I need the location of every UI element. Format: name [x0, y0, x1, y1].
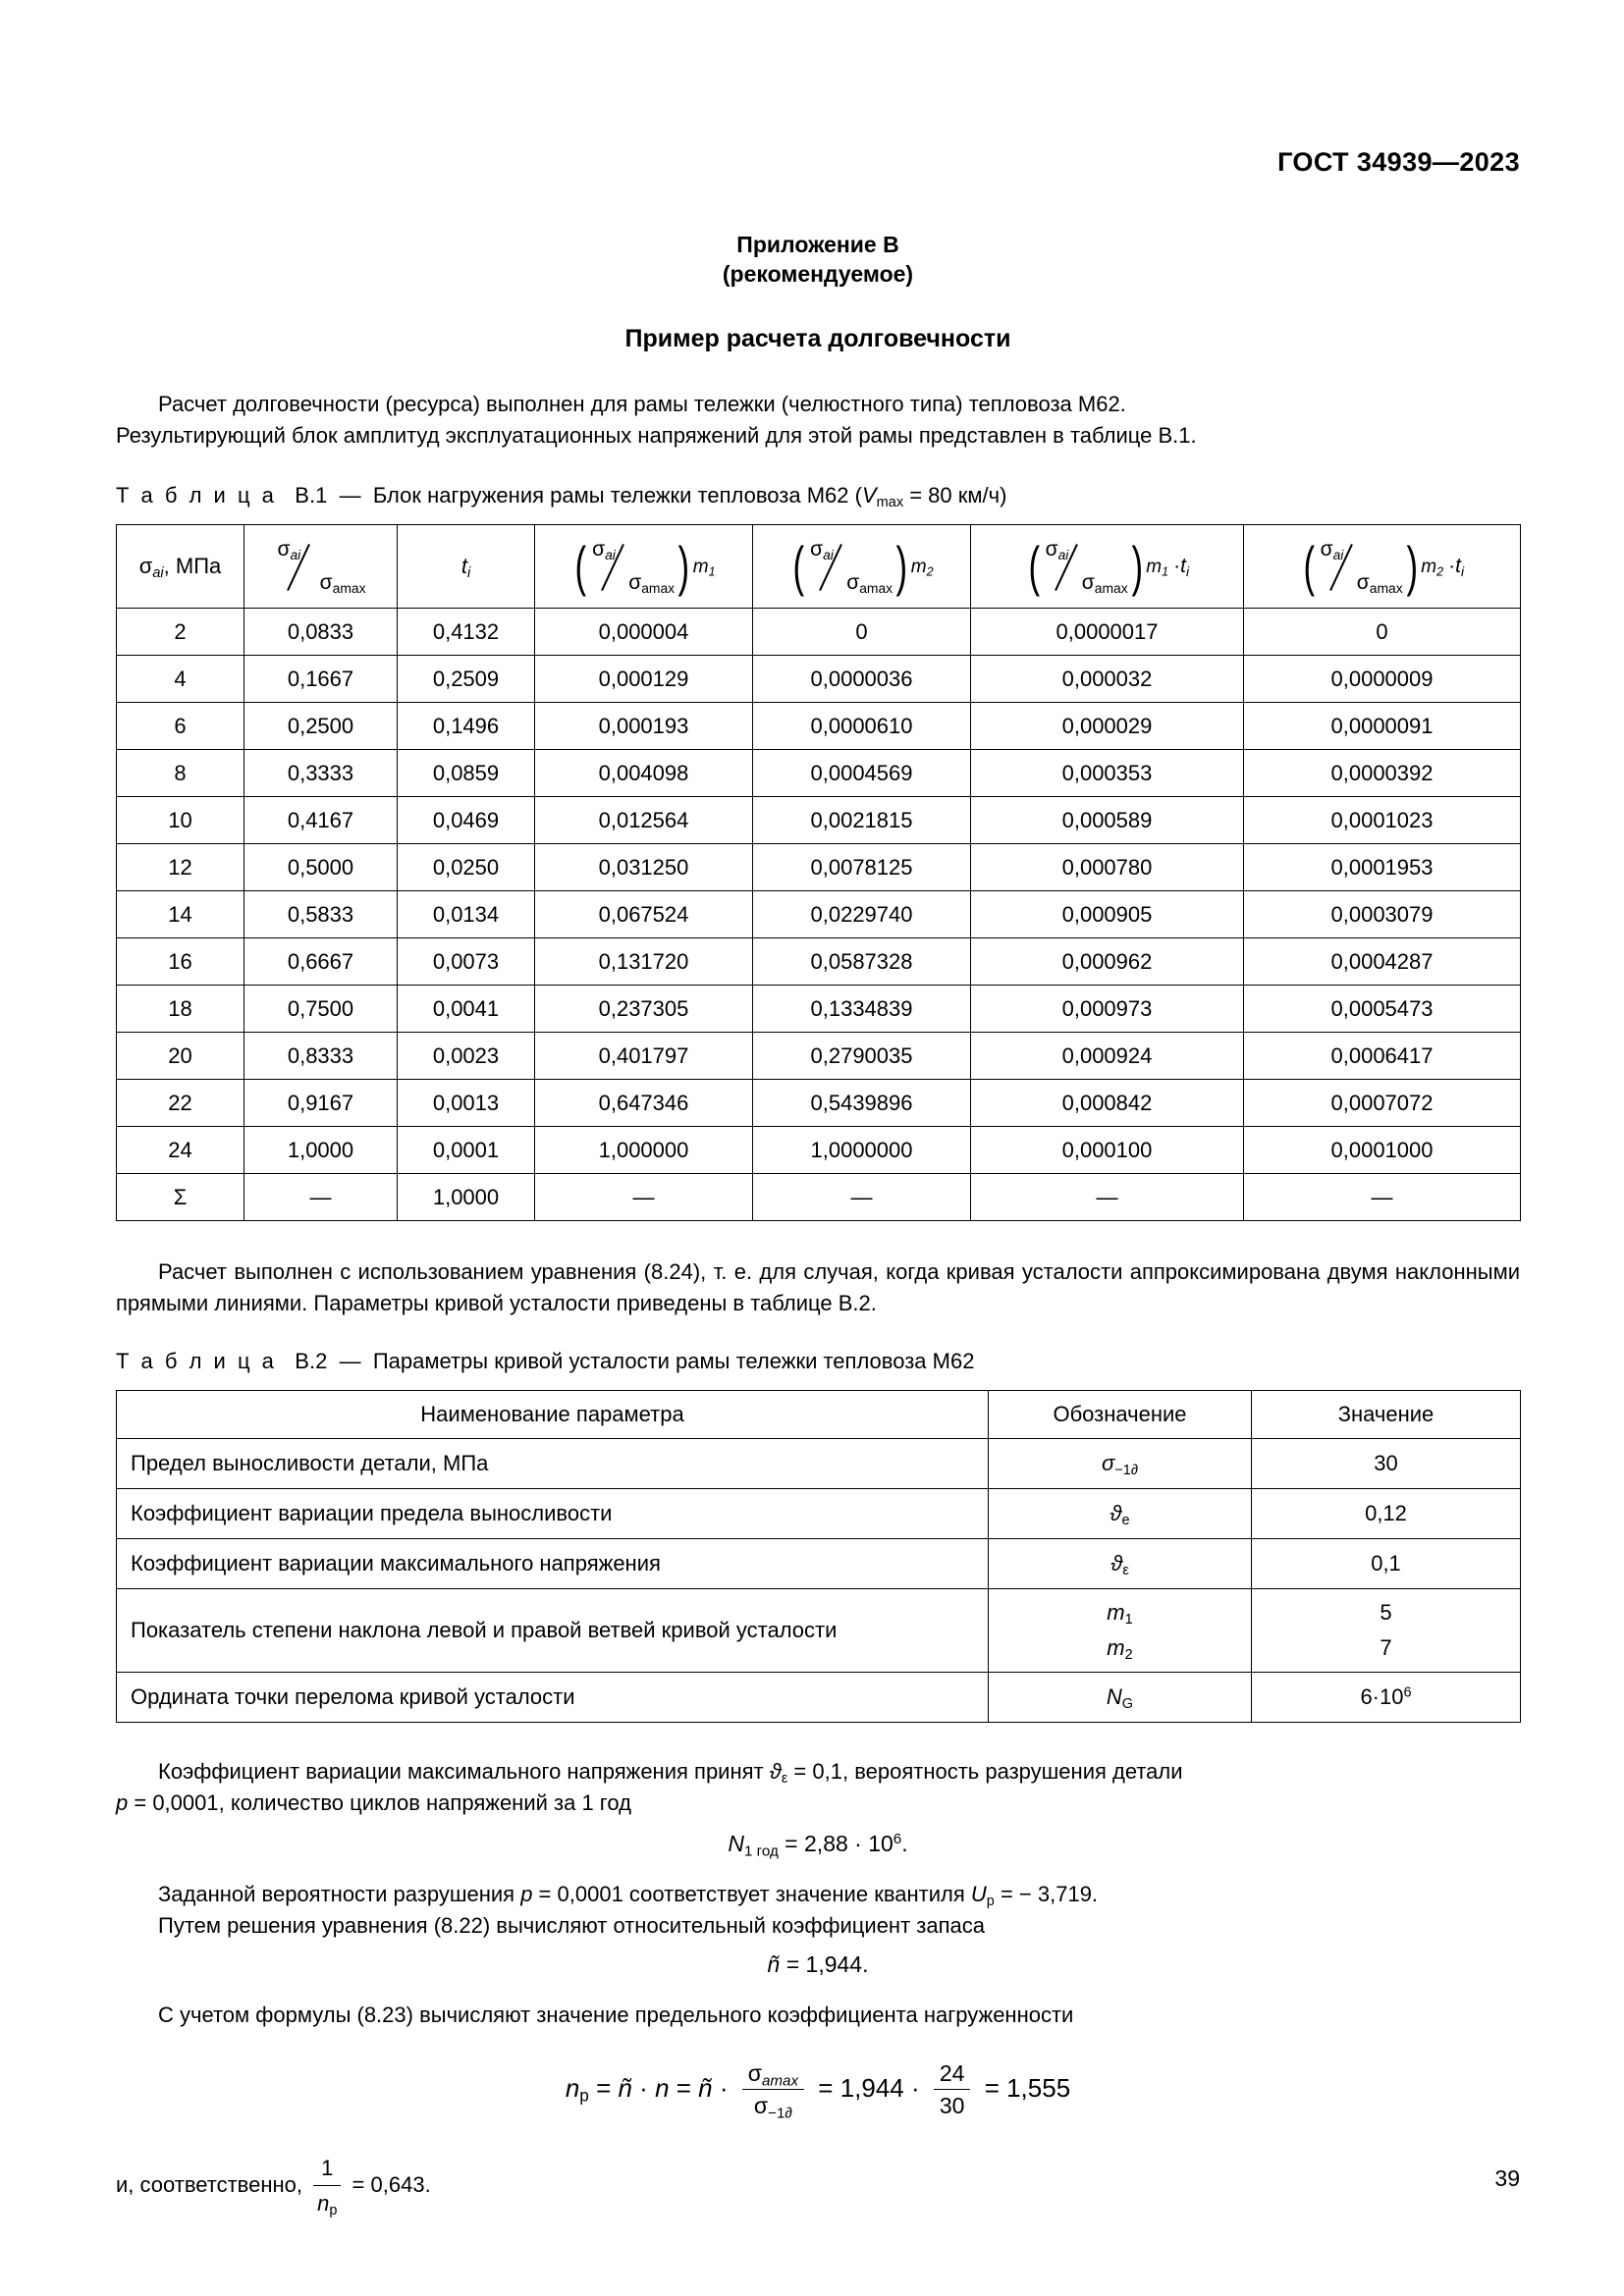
final-line	[116, 2153, 1520, 2219]
sigma-ratio-fraction: $\sigma_{ai}$ $\sigma_{amax}$	[810, 538, 893, 596]
table-b1-col-ratio-pow-m2	[753, 525, 971, 609]
table-cell: 0,0006417	[1244, 1033, 1521, 1080]
np-symbol: n	[565, 2072, 580, 2103]
table-cell: 0,000973	[971, 986, 1244, 1033]
left-paren: (	[574, 535, 587, 597]
table-cell: 8	[117, 750, 244, 797]
table-b1	[116, 524, 1521, 1221]
multiplied-by-ti: $\cdot t_i$	[1448, 555, 1465, 579]
parameter-value: 0,1	[1252, 1539, 1521, 1589]
exponent-m2: $m_2$	[1421, 557, 1444, 579]
n-tilde-symbol: ñ	[767, 1951, 781, 1977]
table-row	[117, 1589, 1521, 1673]
table-cell: 10	[117, 797, 244, 844]
left-paren: (	[1028, 535, 1041, 597]
table-b1-header-row	[117, 525, 1521, 609]
page-content	[116, 0, 1520, 2219]
table-b1-col-ratio-pow-m1	[535, 525, 753, 609]
table-row	[117, 986, 1521, 1033]
table-cell: 0,2500	[244, 703, 398, 750]
intro-line-2: Результирующий блок амплитуд эксплуатационных напряжений для этой рамы представлен в таблице В.1.	[116, 423, 1197, 448]
table-cell: 0,5439896	[753, 1080, 971, 1127]
table-b2-caption-text: Параметры кривой усталости рамы тележки тепловоза М62	[372, 1349, 975, 1373]
table-row	[117, 1439, 1521, 1489]
table-b1-caption-text-before: Блок нагружения рамы тележки тепловоза М62 (	[372, 483, 862, 507]
table-cell: 1,0000	[398, 1174, 535, 1221]
formula-n-tilde	[116, 1951, 1520, 1978]
table-cell: 18	[117, 986, 244, 1033]
table-cell: 0,000589	[971, 797, 1244, 844]
p-symbol: p	[116, 1790, 129, 1815]
table-cell: 6	[117, 703, 244, 750]
right-paren: )	[895, 535, 908, 597]
sigma-ratio-fraction: $\sigma_{ai}$ $\sigma_{amax}$	[592, 538, 676, 596]
eq-1: =	[588, 2072, 619, 2103]
table-cell: 0,000193	[535, 703, 753, 750]
table-b2-caption-dash: —	[339, 1349, 361, 1373]
table-cell: 0,6667	[244, 938, 398, 986]
table-row	[117, 1673, 1521, 1723]
parameter-symbol: $ϑ_\varepsilon$	[989, 1539, 1252, 1589]
right-paren: )	[677, 535, 690, 597]
table-row	[117, 1539, 1521, 1589]
table-cell: 0,0833	[244, 609, 398, 656]
table-cell: 0,0859	[398, 750, 535, 797]
table-cell: 0,0004287	[1244, 938, 1521, 986]
parameter-value: 0,12	[1252, 1489, 1521, 1539]
table-cell: —	[1244, 1174, 1521, 1221]
parameter-symbol: $\sigma_{-1\partial}$	[989, 1439, 1252, 1489]
table-b2-caption	[116, 1347, 1520, 1376]
parameter-name: Коэффициент вариации максимального напряжения	[117, 1539, 989, 1589]
formula-n1-exponent: 6	[893, 1831, 902, 1848]
t-subscript: i	[466, 565, 471, 582]
table-cell: 0,4167	[244, 797, 398, 844]
sigma-unit: , МПа	[163, 554, 222, 578]
ratio-denominator: $\sigma_{amax}$	[319, 571, 366, 596]
table-cell: 0,0013	[398, 1080, 535, 1127]
table-row	[117, 1127, 1521, 1174]
n-tilde-2: ñ	[698, 2072, 713, 2103]
table-cell: 0,9167	[244, 1080, 398, 1127]
N-subscript: 1 год	[743, 1842, 779, 1860]
parameter-symbol: $N_G$	[989, 1673, 1252, 1723]
sigma-subscript: ai	[152, 565, 164, 582]
table-row	[117, 656, 1521, 703]
table-row	[117, 844, 1521, 891]
ratio-numerator: $\sigma_{ai}$	[277, 538, 301, 562]
parameter-value: 5 7	[1252, 1589, 1521, 1673]
table-cell: 0,237305	[535, 986, 753, 1033]
formula-n1-period: .	[901, 1831, 908, 1856]
table-cell: 0,7500	[244, 986, 398, 1033]
formula-np	[116, 2060, 1520, 2122]
table-cell: 0	[1244, 609, 1521, 656]
table-cell: 22	[117, 1080, 244, 1127]
table-cell: 0,0001	[398, 1127, 535, 1174]
fraction-denominator: $\sigma_{-1\partial}$	[753, 2093, 792, 2122]
N-symbol: N	[728, 1831, 744, 1856]
table-cell: 1,0000	[244, 1127, 398, 1174]
numeric-fraction	[934, 2060, 971, 2119]
table-cell: 0,067524	[535, 891, 753, 938]
conclusion-line-2	[116, 1788, 1520, 1819]
table-b1-col-ti	[398, 525, 535, 609]
table-cell: 1,000000	[535, 1127, 753, 1174]
n-tilde-value: = 1,944.	[780, 1951, 869, 1977]
table-cell: 0,012564	[535, 797, 753, 844]
sigma-ratio-fraction	[742, 2060, 804, 2122]
table-b1-col-ratio	[244, 525, 398, 609]
table-cell: 0,0000392	[1244, 750, 1521, 797]
t-symbol: t	[460, 554, 467, 578]
table-cell: 0,0001023	[1244, 797, 1521, 844]
table-cell: 0,000029	[971, 703, 1244, 750]
formula-n1-rest: = 2,88 · 10	[778, 1831, 893, 1856]
table-cell: 12	[117, 844, 244, 891]
table-row	[117, 1489, 1521, 1539]
conclusion-p2-part1: Заданной вероятности разрушения	[158, 1882, 521, 1906]
table-cell: 0	[753, 609, 971, 656]
parameter-name: Предел выносливости детали, МПа	[117, 1439, 989, 1489]
conclusion-line-5: С учетом формулы (8.23) вычисляют значение предельного коэффициента нагруженности	[158, 2002, 1074, 2027]
table-b1-caption-vsub: max	[876, 495, 904, 511]
table-b2-header-name: Наименование параметра	[117, 1391, 989, 1439]
reciprocal-fraction	[313, 2153, 341, 2219]
table-b2-header-value: Значение	[1252, 1391, 1521, 1439]
table-cell: 0,1496	[398, 703, 535, 750]
table-b1-caption-text-after: = 80 км/ч)	[903, 483, 1007, 507]
table-b1-caption	[116, 481, 1520, 510]
annex-subtitle: (рекомендуемое)	[722, 261, 914, 287]
table-cell: 0,0229740	[753, 891, 971, 938]
dot-1: ·	[631, 2072, 656, 2103]
table-row	[117, 609, 1521, 656]
table-cell: 0,0000017	[971, 609, 1244, 656]
table-cell: 0,8333	[244, 1033, 398, 1080]
eq-3: = 1,944 ·	[811, 2072, 927, 2103]
table-b1-caption-dash: —	[339, 483, 361, 507]
table-cell: 0,0000610	[753, 703, 971, 750]
annex-title: Приложение В	[736, 232, 899, 257]
table-cell: 0,2790035	[753, 1033, 971, 1080]
fraction-denominator: $n_р$	[317, 2191, 338, 2219]
U-symbol: U	[970, 1882, 987, 1906]
table-cell: 0,1334839	[753, 986, 971, 1033]
table-cell: 2	[117, 609, 244, 656]
parameter-name: Ордината точки перелома кривой усталости	[117, 1673, 989, 1723]
table-b2-caption-label: Т а б л и ц а	[116, 1349, 277, 1373]
parameter-symbol: $ϑ_e$	[989, 1489, 1252, 1539]
left-paren: (	[1303, 535, 1316, 597]
table-cell: 0,0000036	[753, 656, 971, 703]
table-cell: 0,0000009	[1244, 656, 1521, 703]
table-row	[117, 891, 1521, 938]
table-cell: Σ	[117, 1174, 244, 1221]
parameter-symbol: $m_1$ $m_2$	[989, 1589, 1252, 1673]
parameter-name: Показатель степени наклона левой и правой ветвей кривой усталости	[117, 1589, 989, 1673]
table-cell: 0,0003079	[1244, 891, 1521, 938]
table-b1-caption-v: V	[861, 483, 877, 507]
table-row	[117, 1174, 1521, 1221]
table-b1-col-ratio-pow-m2-ti	[1244, 525, 1521, 609]
multiplied-by-ti: $\cdot t_i$	[1173, 555, 1190, 579]
table-cell: 0,000842	[971, 1080, 1244, 1127]
conclusion-p1-line2-rest: = 0,0001, количество циклов напряжений за 1 год	[128, 1790, 631, 1815]
n-1: n	[655, 2072, 670, 2103]
theta-subscript: ε	[781, 1771, 788, 1788]
table-cell: 0,0587328	[753, 938, 971, 986]
table-cell: 0,0005473	[1244, 986, 1521, 1033]
table-b1-caption-number: В.1	[295, 483, 328, 507]
table-b1-body	[117, 609, 1521, 1221]
conclusion-line-4: Путем решения уравнения (8.22) вычисляют относительный коэффициент запаса	[158, 1913, 985, 1938]
table-cell: 0,0078125	[753, 844, 971, 891]
table-cell: 20	[117, 1033, 244, 1080]
intro-paragraph	[116, 389, 1520, 452]
table-b1-caption-label: Т а б л и ц а	[116, 483, 277, 507]
conclusion-p1-part2: = 0,1, вероятность разрушения детали	[787, 1759, 1183, 1784]
conclusion-p2-part3: = − 3,719.	[994, 1882, 1099, 1906]
table-cell: 0,000353	[971, 750, 1244, 797]
sigma-ratio-fraction	[276, 538, 366, 595]
table-row	[117, 797, 1521, 844]
table-cell: 0,0021815	[753, 797, 971, 844]
table-cell: 0,0001953	[1244, 844, 1521, 891]
conclusion-line-1	[116, 1756, 1520, 1788]
exponent-m1: $m_1$	[692, 557, 716, 579]
middle-paragraph: Расчет выполнен с использованием уравнения (8.24), т. е. для случая, когда кривая усталости аппроксимирована двумя наклонными прямыми линиями. Параметры кривой усталости приведены в таблице В.2.	[116, 1259, 1520, 1315]
table-b2-header-row	[117, 1391, 1521, 1439]
right-paren: )	[1406, 535, 1418, 597]
section-title: Пример расчета долговечности	[624, 325, 1011, 352]
n-tilde-1: ñ	[618, 2072, 632, 2103]
page-number: 39	[1494, 2165, 1520, 2191]
table-cell: 0,0041	[398, 986, 535, 1033]
table-cell: 0,5833	[244, 891, 398, 938]
table-row	[117, 938, 1521, 986]
table-cell: 0,2509	[398, 656, 535, 703]
U-subscript: p	[986, 1894, 995, 1910]
table-cell: 0,000905	[971, 891, 1244, 938]
table-cell: —	[244, 1174, 398, 1221]
table-cell: 0,1667	[244, 656, 398, 703]
sigma-ratio-fraction: $\sigma_{ai}$ $\sigma_{amax}$	[1045, 538, 1128, 596]
final-line-suffix: = 0,643.	[346, 2171, 431, 2197]
table-cell: 0,647346	[535, 1080, 753, 1127]
table-cell: 0,401797	[535, 1033, 753, 1080]
eq-4: = 1,555	[977, 2072, 1071, 2103]
np-subscript: р	[579, 2085, 589, 2106]
parameter-value: $6\cdot 10^6$	[1252, 1673, 1521, 1723]
table-cell: 0,000924	[971, 1033, 1244, 1080]
table-b2	[116, 1390, 1521, 1723]
table-cell: 0,0007072	[1244, 1080, 1521, 1127]
table-row	[117, 1033, 1521, 1080]
dot-2: ·	[712, 2072, 735, 2103]
table-cell: 16	[117, 938, 244, 986]
sigma-ratio-fraction: $\sigma_{ai}$ $\sigma_{amax}$	[1320, 538, 1403, 596]
conclusion-paragraph-1	[116, 1756, 1520, 1819]
table-cell: —	[971, 1174, 1244, 1221]
table-b2-header-symbol: Обозначение	[989, 1391, 1252, 1439]
table-b1-col-sigma-ai	[117, 525, 244, 609]
left-paren: (	[792, 535, 805, 597]
sigma-symbol: σ	[138, 554, 153, 578]
table-b2-caption-number: В.2	[295, 1349, 328, 1373]
table-cell: 24	[117, 1127, 244, 1174]
intro-line-1: Расчет долговечности (ресурса) выполнен для рамы тележки (челюстного типа) тепловоза М62.	[158, 392, 1126, 416]
table-cell: 0,131720	[535, 938, 753, 986]
table-cell: 0,000129	[535, 656, 753, 703]
table-cell: 0,000004	[535, 609, 753, 656]
formula-n1god	[116, 1831, 1520, 1860]
table-cell: 0,0134	[398, 891, 535, 938]
final-line-prefix: и, соответственно,	[116, 2171, 309, 2197]
exponent-m2: $m_2$	[910, 557, 934, 579]
table-row	[117, 1080, 1521, 1127]
standard-header: ГОСТ 34939—2023	[1277, 147, 1520, 177]
conclusion-p2-part2: = 0,0001 соответствует значение квантиля	[532, 1882, 971, 1906]
table-cell: —	[535, 1174, 753, 1221]
table-cell: 0,0469	[398, 797, 535, 844]
exponent-m1: $m_1$	[1146, 557, 1169, 579]
middle-paragraph-group	[116, 1256, 1520, 1319]
conclusion-line-3	[116, 1879, 1520, 1910]
table-row	[117, 703, 1521, 750]
table-cell: 0,000780	[971, 844, 1244, 891]
right-paren: )	[1131, 535, 1143, 597]
eq-2: =	[669, 2072, 699, 2103]
table-cell: 0,000032	[971, 656, 1244, 703]
p-symbol: p	[520, 1882, 533, 1906]
table-cell: 0,0004569	[753, 750, 971, 797]
table-cell: 14	[117, 891, 244, 938]
table-cell: 0,0000091	[1244, 703, 1521, 750]
fraction-numerator: $\sigma_{amax}$	[742, 2060, 804, 2090]
table-cell: 0,3333	[244, 750, 398, 797]
table-b2-body	[117, 1439, 1521, 1723]
table-cell: 1,0000000	[753, 1127, 971, 1174]
table-cell: 0,4132	[398, 609, 535, 656]
table-cell: 4	[117, 656, 244, 703]
conclusion-p1-part1: Коэффициент вариации максимального напряжения принят	[158, 1759, 770, 1784]
table-cell: 0,5000	[244, 844, 398, 891]
parameter-value: 30	[1252, 1439, 1521, 1489]
table-cell: 0,031250	[535, 844, 753, 891]
table-cell: 0,0001000	[1244, 1127, 1521, 1174]
table-cell: 0,0023	[398, 1033, 535, 1080]
table-cell: —	[753, 1174, 971, 1221]
fraction-denominator: 30	[939, 2093, 965, 2118]
table-row	[117, 750, 1521, 797]
parameter-name: Коэффициент вариации предела выносливости	[117, 1489, 989, 1539]
table-cell: 0,004098	[535, 750, 753, 797]
fraction-numerator: 1	[313, 2153, 341, 2186]
table-b1-col-ratio-pow-m1-ti	[971, 525, 1244, 609]
table-cell: 0,0073	[398, 938, 535, 986]
table-cell: 0,0250	[398, 844, 535, 891]
table-cell: 0,000962	[971, 938, 1244, 986]
theta-symbol: ϑ	[769, 1759, 782, 1784]
table-cell: 0,000100	[971, 1127, 1244, 1174]
fraction-numerator: 24	[934, 2060, 971, 2090]
